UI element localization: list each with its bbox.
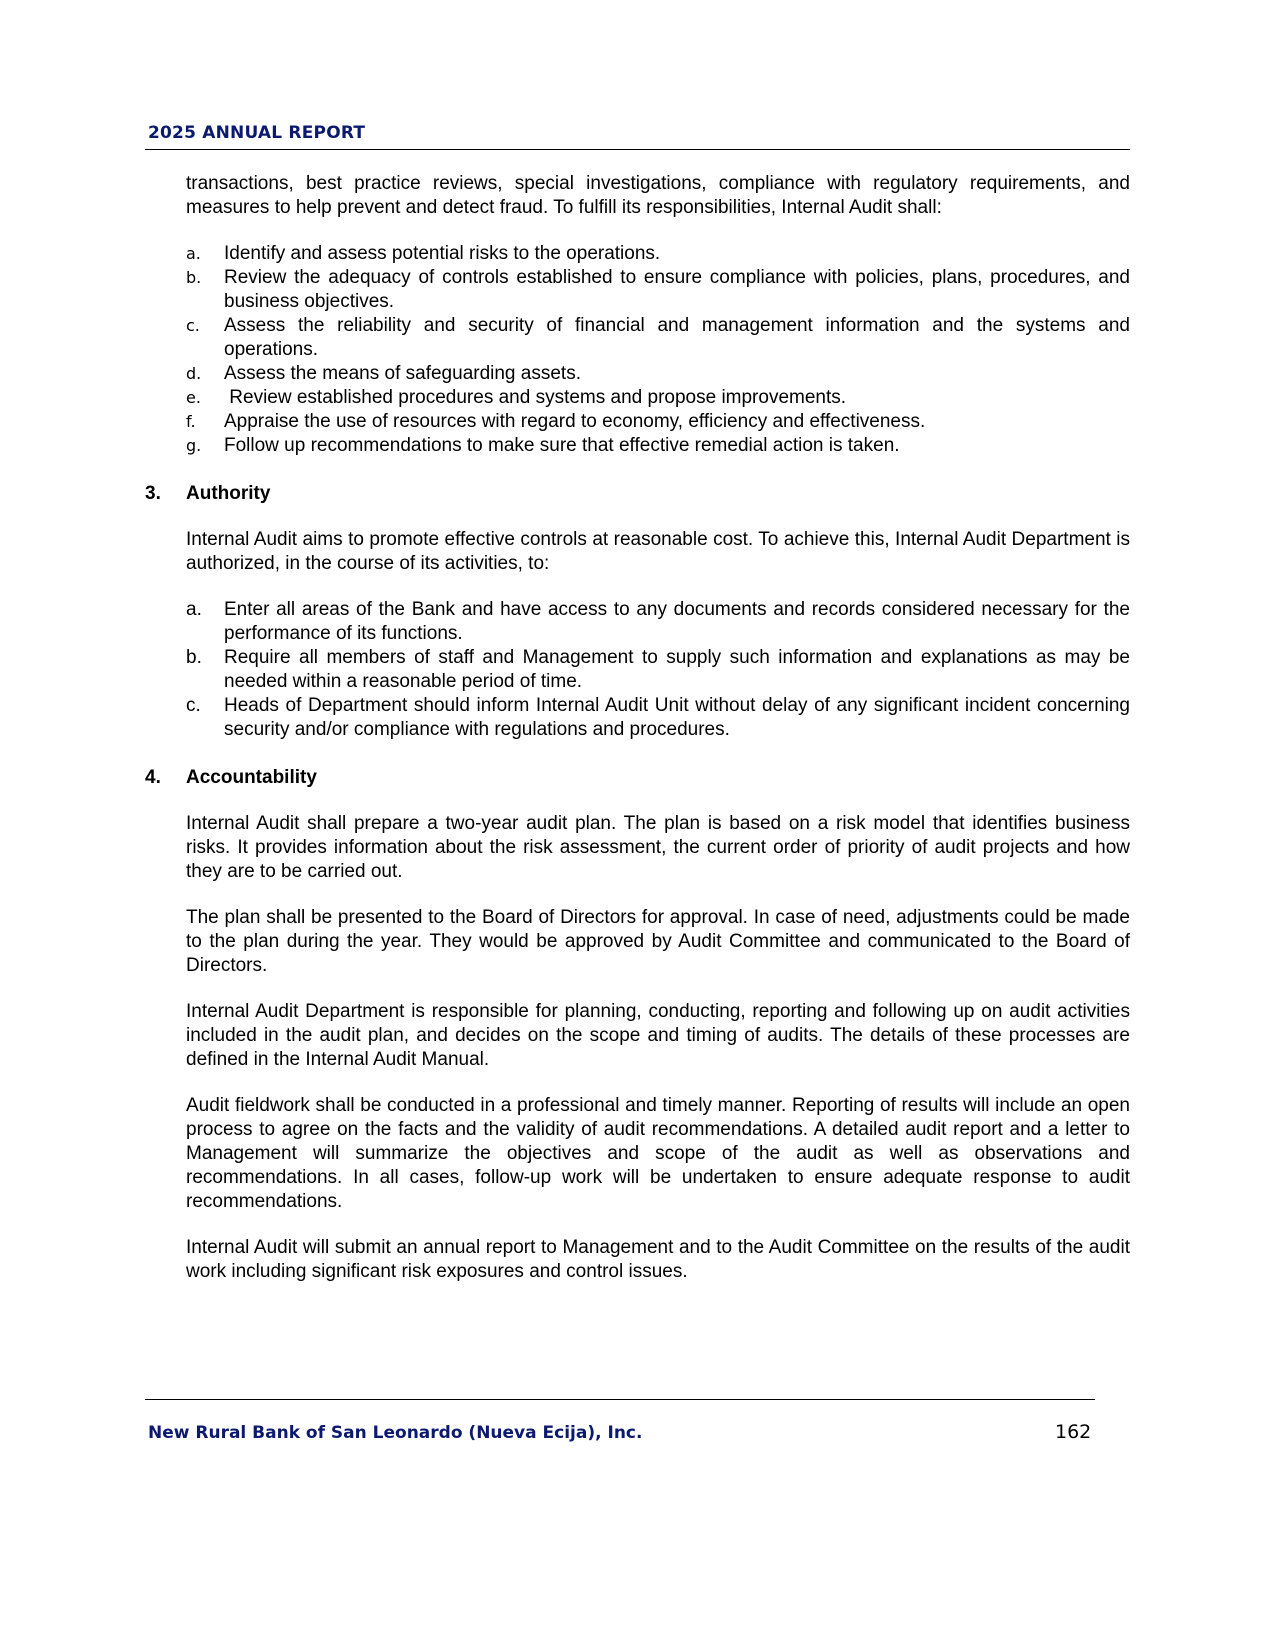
page-body <box>145 172 1130 1284</box>
list-item-text: Review the adequacy of controls established to ensure compliance with policies, plans, procedures, and business objectives. <box>224 267 1130 312</box>
list-item <box>186 598 1130 646</box>
section-number: 3. <box>145 483 161 504</box>
list-marker: e. <box>186 388 201 407</box>
header-divider <box>145 149 1130 150</box>
list-item-text: Review established procedures and systems and propose improvements. <box>224 387 847 408</box>
footer-organization-name: New Rural Bank of San Leonardo (Nueva Ecija), Inc. <box>148 1423 643 1443</box>
list-marker: c. <box>186 695 201 716</box>
report-header-title: 2025 ANNUAL REPORT <box>148 123 366 143</box>
list-item <box>186 314 1130 362</box>
list-marker: b. <box>186 647 202 668</box>
accountability-paragraph: Internal Audit Department is responsible for planning, conducting, reporting and following up on audit activities included in the audit plan, and decides on the scope and timing of audits. The details of these processes are defined in the Internal Audit Manual. <box>186 1001 1130 1070</box>
footer-divider <box>145 1399 1095 1400</box>
list-item <box>186 410 1130 434</box>
list-marker: d. <box>186 364 202 383</box>
section-heading-authority <box>145 482 1130 506</box>
accountability-paragraph: The plan shall be presented to the Board of Directors for approval. In case of need, adjustments could be made to the plan during the year. They would be approved by Audit Committee and communicated to the Board of Directors. <box>186 907 1130 976</box>
list-item-text: Heads of Department should inform Internal Audit Unit without delay of any significant incident concerning security and/or compliance with regulations and procedures. <box>224 695 1130 740</box>
list-item-text: Assess the means of safeguarding assets. <box>224 363 581 384</box>
list-item-text: Identify and assess potential risks to the operations. <box>224 243 661 264</box>
list-item <box>186 386 1130 410</box>
list-marker: a. <box>186 599 202 620</box>
list-marker: g. <box>186 436 202 455</box>
list-marker: f. <box>186 412 196 431</box>
list-item-text: Follow up recommendations to make sure that effective remedial action is taken. <box>224 435 900 456</box>
list-item-text: Require all members of staff and Management to supply such information and explanations as may be needed within a reasonable period of time. <box>224 647 1130 692</box>
authority-list <box>186 598 1130 742</box>
authority-intro-paragraph: Internal Audit aims to promote effective controls at reasonable cost. To achieve this, Internal Audit Department is authorized, in the course of its activities, to: <box>186 529 1130 574</box>
list-item <box>186 362 1130 386</box>
list-item-text: Appraise the use of resources with regard to economy, efficiency and effectiveness. <box>224 411 926 432</box>
list-item <box>186 434 1130 458</box>
list-item-text: Assess the reliability and security of financial and management information and the systems and operations. <box>224 315 1130 360</box>
page-number: 162 <box>1055 1421 1092 1443</box>
section-heading-accountability <box>145 766 1130 790</box>
section-title: Accountability <box>186 767 317 788</box>
intro-paragraph: transactions, best practice reviews, special investigations, compliance with regulatory requirements, and measures to help prevent and detect fraud. To fulfill its responsibilities, Internal Audit shall: <box>186 173 1130 218</box>
list-marker: c. <box>186 316 200 335</box>
section-number: 4. <box>145 767 161 788</box>
list-marker: a. <box>186 244 201 263</box>
list-item <box>186 266 1130 314</box>
list-item <box>186 242 1130 266</box>
accountability-paragraph: Internal Audit shall prepare a two-year audit plan. The plan is based on a risk model that identifies business risks. It provides information about the risk assessment, the current order of priority of audit projects and how they are to be carried out. <box>186 813 1130 882</box>
list-marker: b. <box>186 268 202 287</box>
accountability-paragraph: Audit fieldwork shall be conducted in a professional and timely manner. Reporting of results will include an open process to agree on the facts and the validity of audit recommendations. A detailed audit report and a letter to Management will summarize the objectives and scope of the audit as well as observations and recommendations. In all cases, follow-up work will be undertaken to ensure adequate response to audit recommendations. <box>186 1095 1130 1212</box>
list-item <box>186 694 1130 742</box>
section-title: Authority <box>186 483 271 504</box>
list-item-text: Enter all areas of the Bank and have access to any documents and records considered necessary for the performance of its functions. <box>224 599 1130 644</box>
responsibilities-list <box>186 242 1130 458</box>
accountability-paragraph: Internal Audit will submit an annual report to Management and to the Audit Committee on the results of the audit work including significant risk exposures and control issues. <box>186 1237 1130 1282</box>
list-item <box>186 646 1130 694</box>
